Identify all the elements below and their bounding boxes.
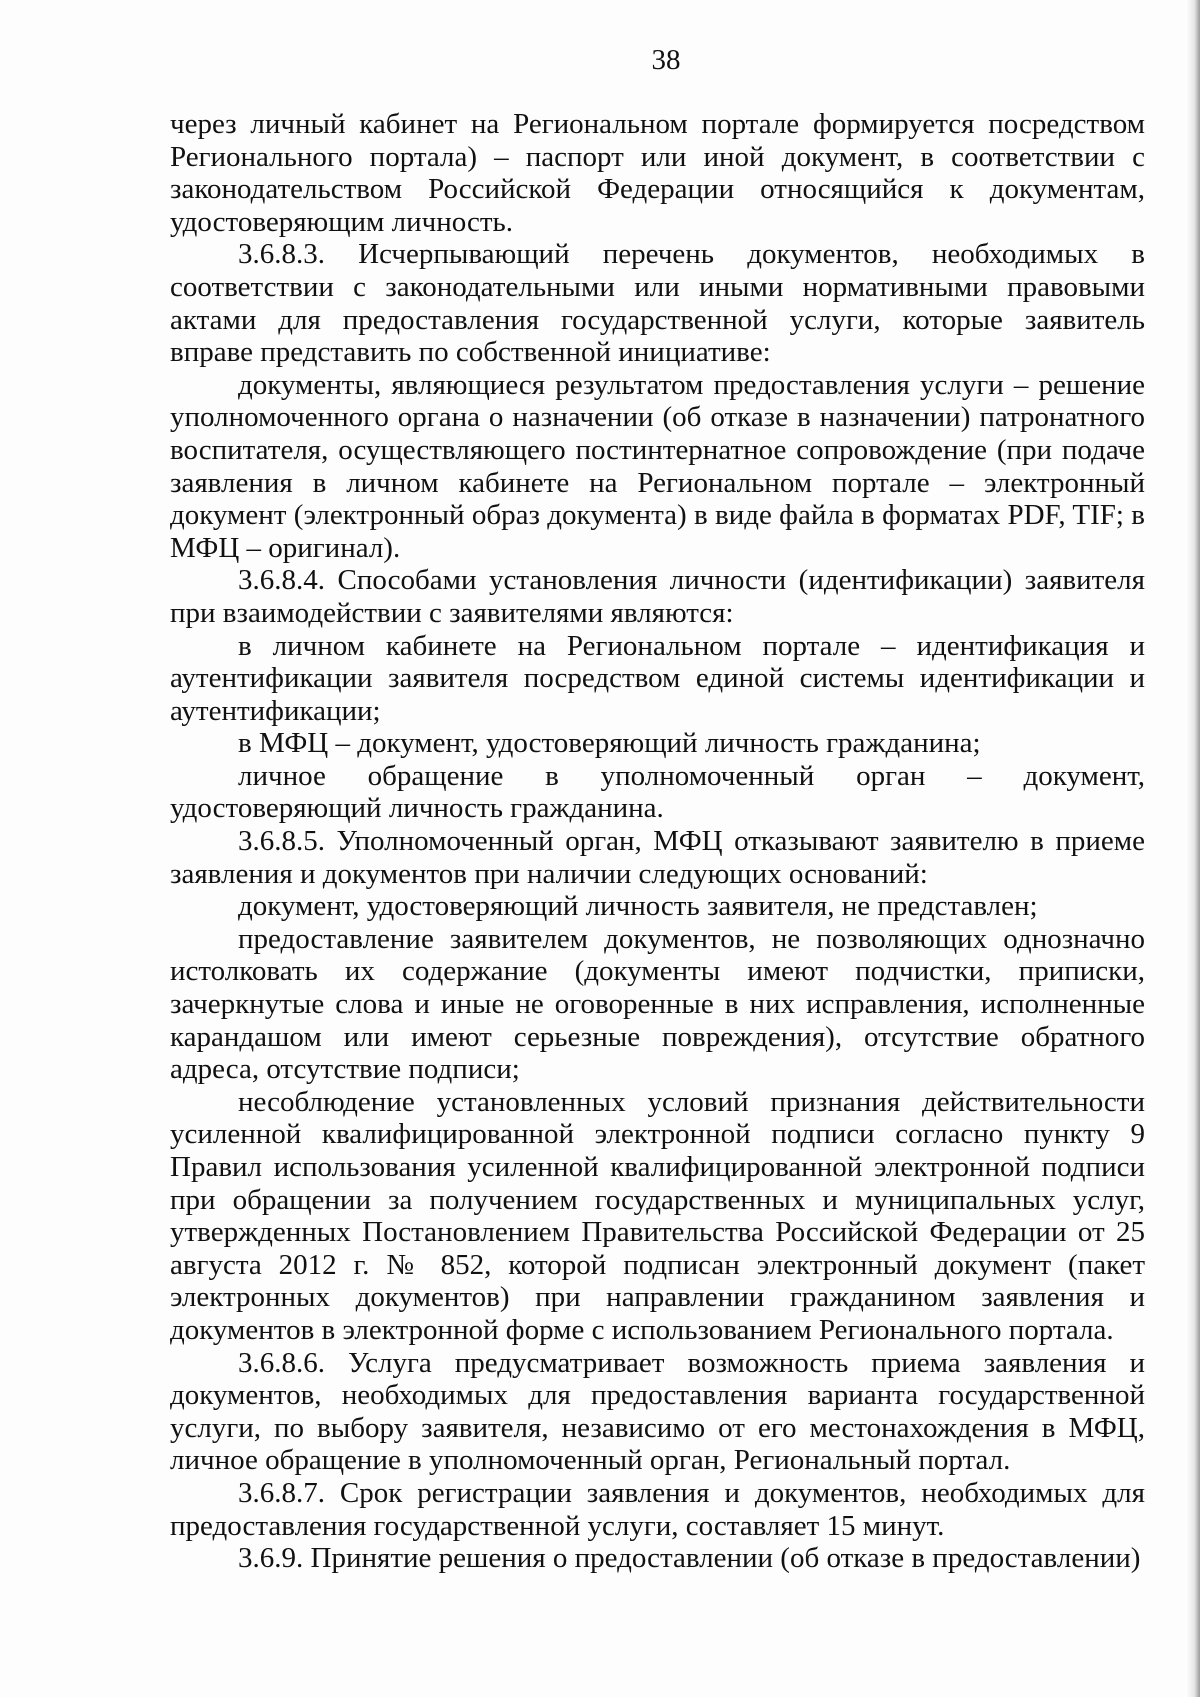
paragraph-3-6-8-6: 3.6.8.6. Услуга предусматривает возможность приема заявления и документов, необходимых для предоставления варианта государственной услуги, по выбору заявителя, независимо от его местонахождения в МФЦ, личное обращение в уполномоченный орган, Региональный портал.: [170, 1346, 1145, 1477]
paragraph-3-6-8-5: 3.6.8.5. Уполномоченный орган, МФЦ отказывают заявителю в приеме заявления и документов при наличии следующих оснований:: [170, 825, 1145, 890]
paragraph-no-identity-doc: документ, удостоверяющий личность заявителя, не представлен;: [238, 890, 1038, 923]
paragraph-documents-result: документы, являющиеся результатом предоставления услуги – решение уполномоченного органа о назначении (об отказе в назначении) патронатного воспитателя, осуществляющего постинтернатное сопровождение (при подаче заявления в личном кабинете на Региональном портале – электронный документ (электронный образ документа) в виде файла в форматах PDF, TIF; в МФЦ – оригинал).: [170, 368, 1145, 564]
paragraph-continuation: через личный кабинет на Региональном портале формируется посредством Регионального портала) – паспорт или иной документ, в соответствии с законодательством Российской Федерации относящийся к документам, удостоверяющим личность.: [170, 108, 1145, 238]
paragraph-personal-account: в личном кабинете на Региональном портале – идентификация и аутентификации заявителя посредством единой системы идентификации и аутентификации;: [170, 629, 1145, 727]
paragraph-personal-visit: личное обращение в уполномоченный орган – документ, удостоверяющий личность гражданина.: [170, 759, 1145, 825]
paragraph-3-6-9: 3.6.9. Принятие решения о предоставлении (об отказе в предоставлении): [238, 1542, 1141, 1575]
paragraph-3-6-8-3: 3.6.8.3. Исчерпывающий перечень документов, необходимых в соответствии с законодательными или иными нормативными правовыми актами для предоставления государственной услуги, которые заявитель вправе представить по собственной инициативе:: [170, 238, 1145, 369]
document-body: [170, 108, 1145, 1575]
paragraph-ambiguous-docs: предоставление заявителем документов, не позволяющих однозначно истолковать их содержание (документы имеют подчистки, приписки, зачеркнутые слова и иные не оговоренные в них исправления, исполненные карандашом или имеют серьезные повреждения), отсутствие обратного адреса, отсутствие подписи;: [170, 922, 1145, 1086]
paragraph-mfc-identity: в МФЦ – документ, удостоверяющий личность гражданина;: [238, 727, 981, 760]
paragraph-3-6-8-7: 3.6.8.7. Срок регистрации заявления и документов, необходимых для предоставления государственной услуги, составляет 15 минут.: [170, 1476, 1145, 1542]
paragraph-3-6-8-4: 3.6.8.4. Способами установления личности (идентификации) заявителя при взаимодействии с заявителями являются:: [170, 564, 1145, 629]
paragraph-signature-conditions: несоблюдение установленных условий признания действительности усиленной квалифицированной электронной подписи согласно пункту 9 Правил использования усиленной квалифицированной электронной подписи при обращении за получением государственных и муниципальных услуг, утвержденных Постановлением Правительства Российской Федерации от 25 августа 2012 г. № 852, которой подписан электронный документ (пакет электронных документов) при направлении гражданином заявления и документов в электронной форме с использованием Регионального портала.: [170, 1085, 1145, 1346]
page-number: 38: [651, 44, 681, 76]
page-edge-shadow: [1186, 0, 1200, 1697]
